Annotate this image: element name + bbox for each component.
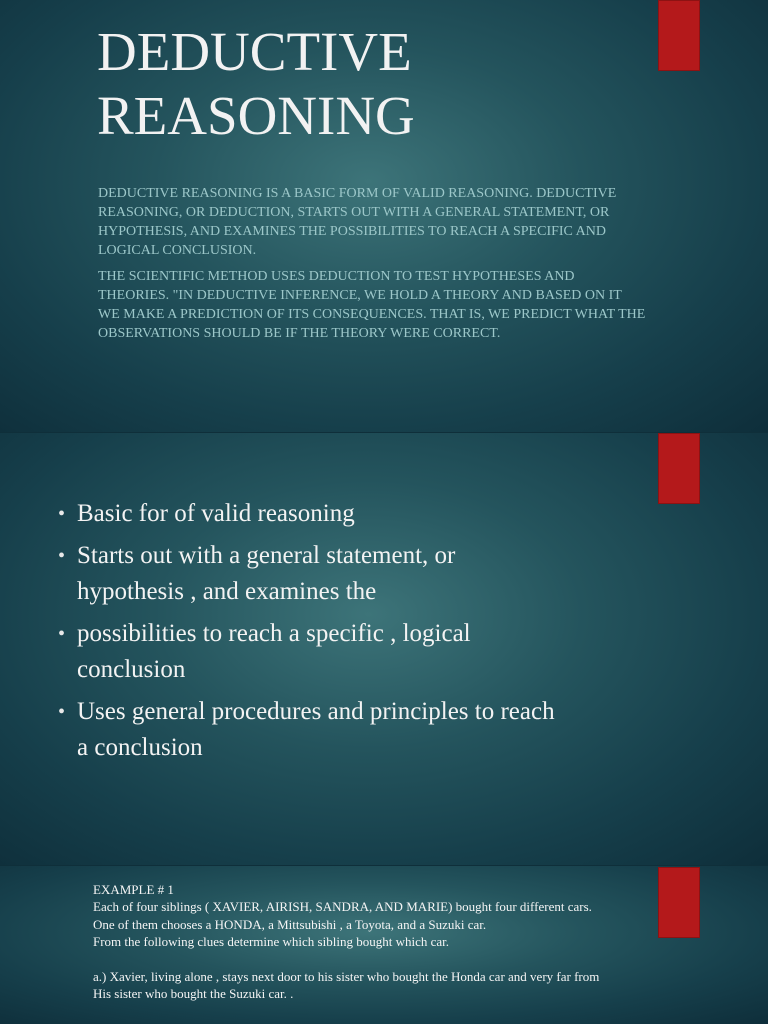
slide-title bbox=[97, 20, 415, 148]
red-accent-tab bbox=[658, 433, 700, 504]
slide-example-1 bbox=[0, 866, 768, 1024]
example-heading: EXAMPLE # 1 bbox=[93, 882, 174, 897]
slide-bullet-points bbox=[0, 433, 768, 865]
scientific-method-paragraph: THE SCIENTIFIC METHOD USES DEDUCTION TO TEST HYPOTHESES AND THEORIES. "IN DEDUCTIVE INFERENCE, WE HOLD A THEORY AND BASED ON IT WE MAKE A PREDICTION OF ITS CONSEQUENCES. THAT IS, WE PREDICT WHAT THE OBSERVATIONS SHOULD BE IF THE THEORY WERE CORRECT. bbox=[98, 269, 646, 341]
bullet-text: Basic for of valid reasoning bbox=[77, 500, 355, 527]
example-line: From the following clues determine which sibling bought which car. bbox=[93, 934, 449, 950]
definition-paragraph: DEDUCTIVE REASONING IS A BASIC FORM OF VALID REASONING. DEDUCTIVE REASONING, OR DEDUCTION, STARTS OUT WITH A GENERAL STATEMENT, OR HYPOTHESIS, AND EXAMINES THE POSSIBILITIES TO REACH A SPECIFIC AND LOGICAL CONCLUSION. bbox=[98, 186, 617, 258]
list-item bbox=[58, 616, 558, 688]
bullet-text: Uses general procedures and principles to reach a conclusion bbox=[77, 698, 555, 761]
bullet-icon: • bbox=[58, 701, 66, 723]
slide-title-deductive-reasoning bbox=[0, 0, 768, 432]
example-line: Each of four siblings ( XAVIER, AIRISH, SANDRA, AND MARIE) bought four different cars. bbox=[93, 899, 592, 915]
list-item bbox=[58, 496, 558, 532]
bullet-list bbox=[58, 496, 558, 772]
title-line-2: REASONING bbox=[97, 85, 415, 146]
list-item bbox=[58, 538, 558, 610]
bullet-text: Starts out with a general statement, or hypothesis , and examines the bbox=[77, 542, 456, 605]
red-accent-tab bbox=[658, 0, 700, 71]
blank-line bbox=[93, 951, 663, 968]
title-line-1: DEDUCTIVE bbox=[97, 21, 412, 82]
example-line: One of them chooses a HONDA, a Mittsubishi , a Toyota, and a Suzuki car. bbox=[93, 916, 487, 932]
list-item bbox=[58, 694, 558, 766]
bullet-icon: • bbox=[58, 503, 66, 525]
example-line: His sister who bought the Suzuki car. . bbox=[93, 986, 294, 1002]
bullet-icon: • bbox=[58, 623, 66, 645]
red-accent-tab bbox=[658, 867, 700, 938]
example-text bbox=[93, 881, 663, 1003]
example-line: a.) Xavier, living alone , stays next door to his sister who bought the Honda car and very far from bbox=[93, 969, 600, 985]
bullet-icon: • bbox=[58, 545, 66, 567]
bullet-text: possibilities to reach a specific , logical conclusion bbox=[77, 620, 471, 683]
